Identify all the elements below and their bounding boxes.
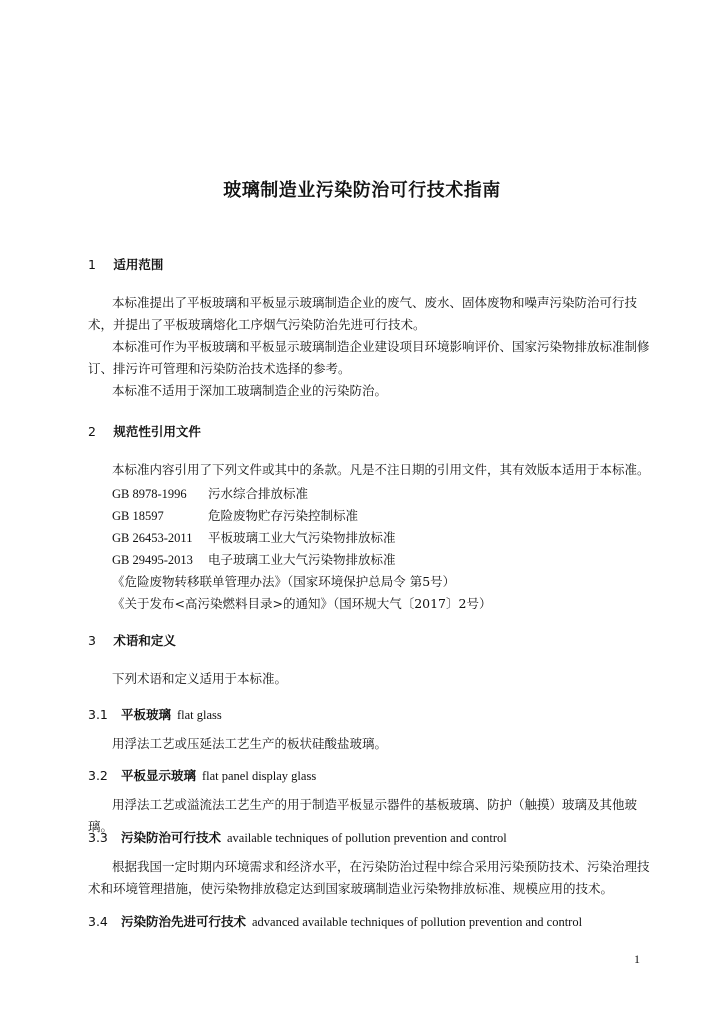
- term-definition: 根据我国一定时期内环境需求和经济水平，在污染防治过程中综合采用污染预防技术、污染治理技术和环境管理措施，使污染物排放稳定达到国家玻璃制造业污染物排放标准、规模应用的技术。: [88, 859, 650, 896]
- document-title: 玻璃制造业污染防治可行技术指南: [223, 180, 501, 201]
- term-definition: 用浮法工艺或压延法工艺生产的板状硅酸盐玻璃。: [112, 736, 388, 751]
- term-heading: 3.4 污染防治先进可行技术 advanced available techniques of pollution prevention and control: [88, 914, 583, 929]
- page-number: 1: [634, 952, 640, 966]
- term-heading: 3.1 平板玻璃 flat glass: [88, 707, 222, 722]
- section-3-heading: 3 术语和定义: [88, 633, 176, 648]
- section-2-intro: 本标准内容引用了下列文件或其中的条款。凡是不注日期的引用文件，其有效版本适用于本标准。: [112, 462, 650, 477]
- section-1-para-2: 本标准可作为平板玻璃和平板显示玻璃制造企业建设项目环境影响评价、国家污染物排放标准制修订、排污许可管理和污染防治技术选择的参考。: [88, 339, 650, 376]
- reference-item: GB 8978-1996 污水综合排放标准: [112, 486, 309, 501]
- section-3-intro: 下列术语和定义适用于本标准。: [112, 671, 288, 686]
- reference-item: GB 18597 危险废物贮存污染控制标准: [112, 508, 359, 523]
- reference-doc: 《危险废物转移联单管理办法》（国家环境保护总局令 第5号）: [112, 574, 456, 589]
- section-1-para-1: 本标准提出了平板玻璃和平板显示玻璃制造企业的废气、废水、固体废物和噪声污染防治可行技术，并提出了平板玻璃熔化工序烟气污染防治先进可行技术。: [88, 295, 638, 332]
- term-heading: 3.2 平板显示玻璃 flat panel display glass: [88, 768, 317, 783]
- reference-item: GB 29495-2013 电子玻璃工业大气污染物排放标准: [112, 552, 396, 567]
- section-number: 1: [88, 257, 96, 272]
- section-title: 适用范围: [113, 257, 164, 272]
- term-heading: 3.3 污染防治可行技术 available techniques of pollution prevention and control: [88, 830, 507, 845]
- section-1-heading: [88, 255, 163, 273]
- term-definition: 用浮法工艺或溢流法工艺生产的用于制造平板显示器件的基板玻璃、防护（触摸）玻璃及其他玻璃。: [88, 797, 638, 834]
- section-2-heading: 2 规范性引用文件: [88, 424, 201, 439]
- reference-doc: 《关于发布<高污染燃料目录>的通知》（国环规大气〔2017〕2号）: [112, 596, 492, 611]
- reference-item: GB 26453-2011 平板玻璃工业大气污染物排放标准: [112, 530, 396, 545]
- section-1-para-3: 本标准不适用于深加工玻璃制造企业的污染防治。: [112, 383, 388, 398]
